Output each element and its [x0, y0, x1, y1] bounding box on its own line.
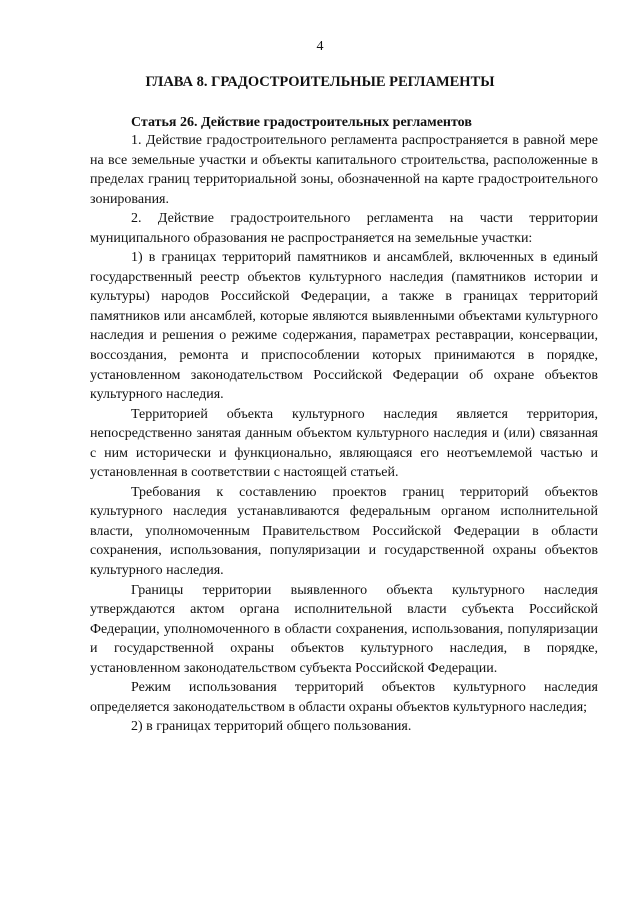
paragraph: Режим использования территорий объектов культурного наследия определяется законодательством в области охраны объектов культурного наследия;: [90, 680, 598, 715]
document-body: [90, 131, 598, 737]
page-number: 4: [316, 39, 324, 54]
paragraph: 2. Действие градостроительного регламента на части территории муниципального образования не распространяется на земельные участки:: [90, 211, 598, 246]
paragraph: 1) в границах территорий памятников и ансамблей, включенных в единый государственный реестр объектов культурного наследия (памятников истории и культуры) народов Российской Федерации, а также в границах территорий памятников или ансамблей, которые являются выявленными объектами культурного наследия и решения о режиме содержания, параметрах реставрации, консервации, воссоздания, ремонта и приспособлении которых принимаются в порядке, установленном законодательством Российской Федерации об охране объектов культурного наследия.: [90, 250, 598, 403]
chapter-title: ГЛАВА 8. ГРАДОСТРОИТЕЛЬНЫЕ РЕГЛАМЕНТЫ: [145, 74, 495, 90]
paragraph: 1. Действие градостроительного регламента распространяется в равной мере на все земельные участки и объекты капитального строительства, расположенные в пределах границ территориальной зоны, обозначенной на карте градостроительного зонирования.: [90, 133, 598, 207]
paragraph: Территорией объекта культурного наследия является территория, непосредственно занятая данным объектом культурного наследия и (или) связанная с ним исторически и функционально, являющаяся его неотъемлемой частью и установленная в соответствии с настоящей статьей.: [90, 406, 598, 481]
paragraph: Требования к составлению проектов границ территорий объектов культурного наследия устанавливаются федеральным органом исполнительной власти, уполномоченным Правительством Российской Федерации в области сохранения, использования, популяризации и государственной охраны объектов культурного наследия.: [90, 484, 598, 579]
paragraph: Границы территории выявленного объекта культурного наследия утверждаются актом органа исполнительной власти субъекта Российской Федерации, уполномоченного в области сохранения, использования, популяризации и государственной охраны объектов культурного наследия, в порядке, установленном законодательством субъекта Российской Федерации.: [90, 582, 598, 676]
article-title: Статья 26. Действие градостроительных регламентов: [131, 115, 472, 130]
paragraph: 2) в границах территорий общего пользования.: [131, 719, 412, 735]
